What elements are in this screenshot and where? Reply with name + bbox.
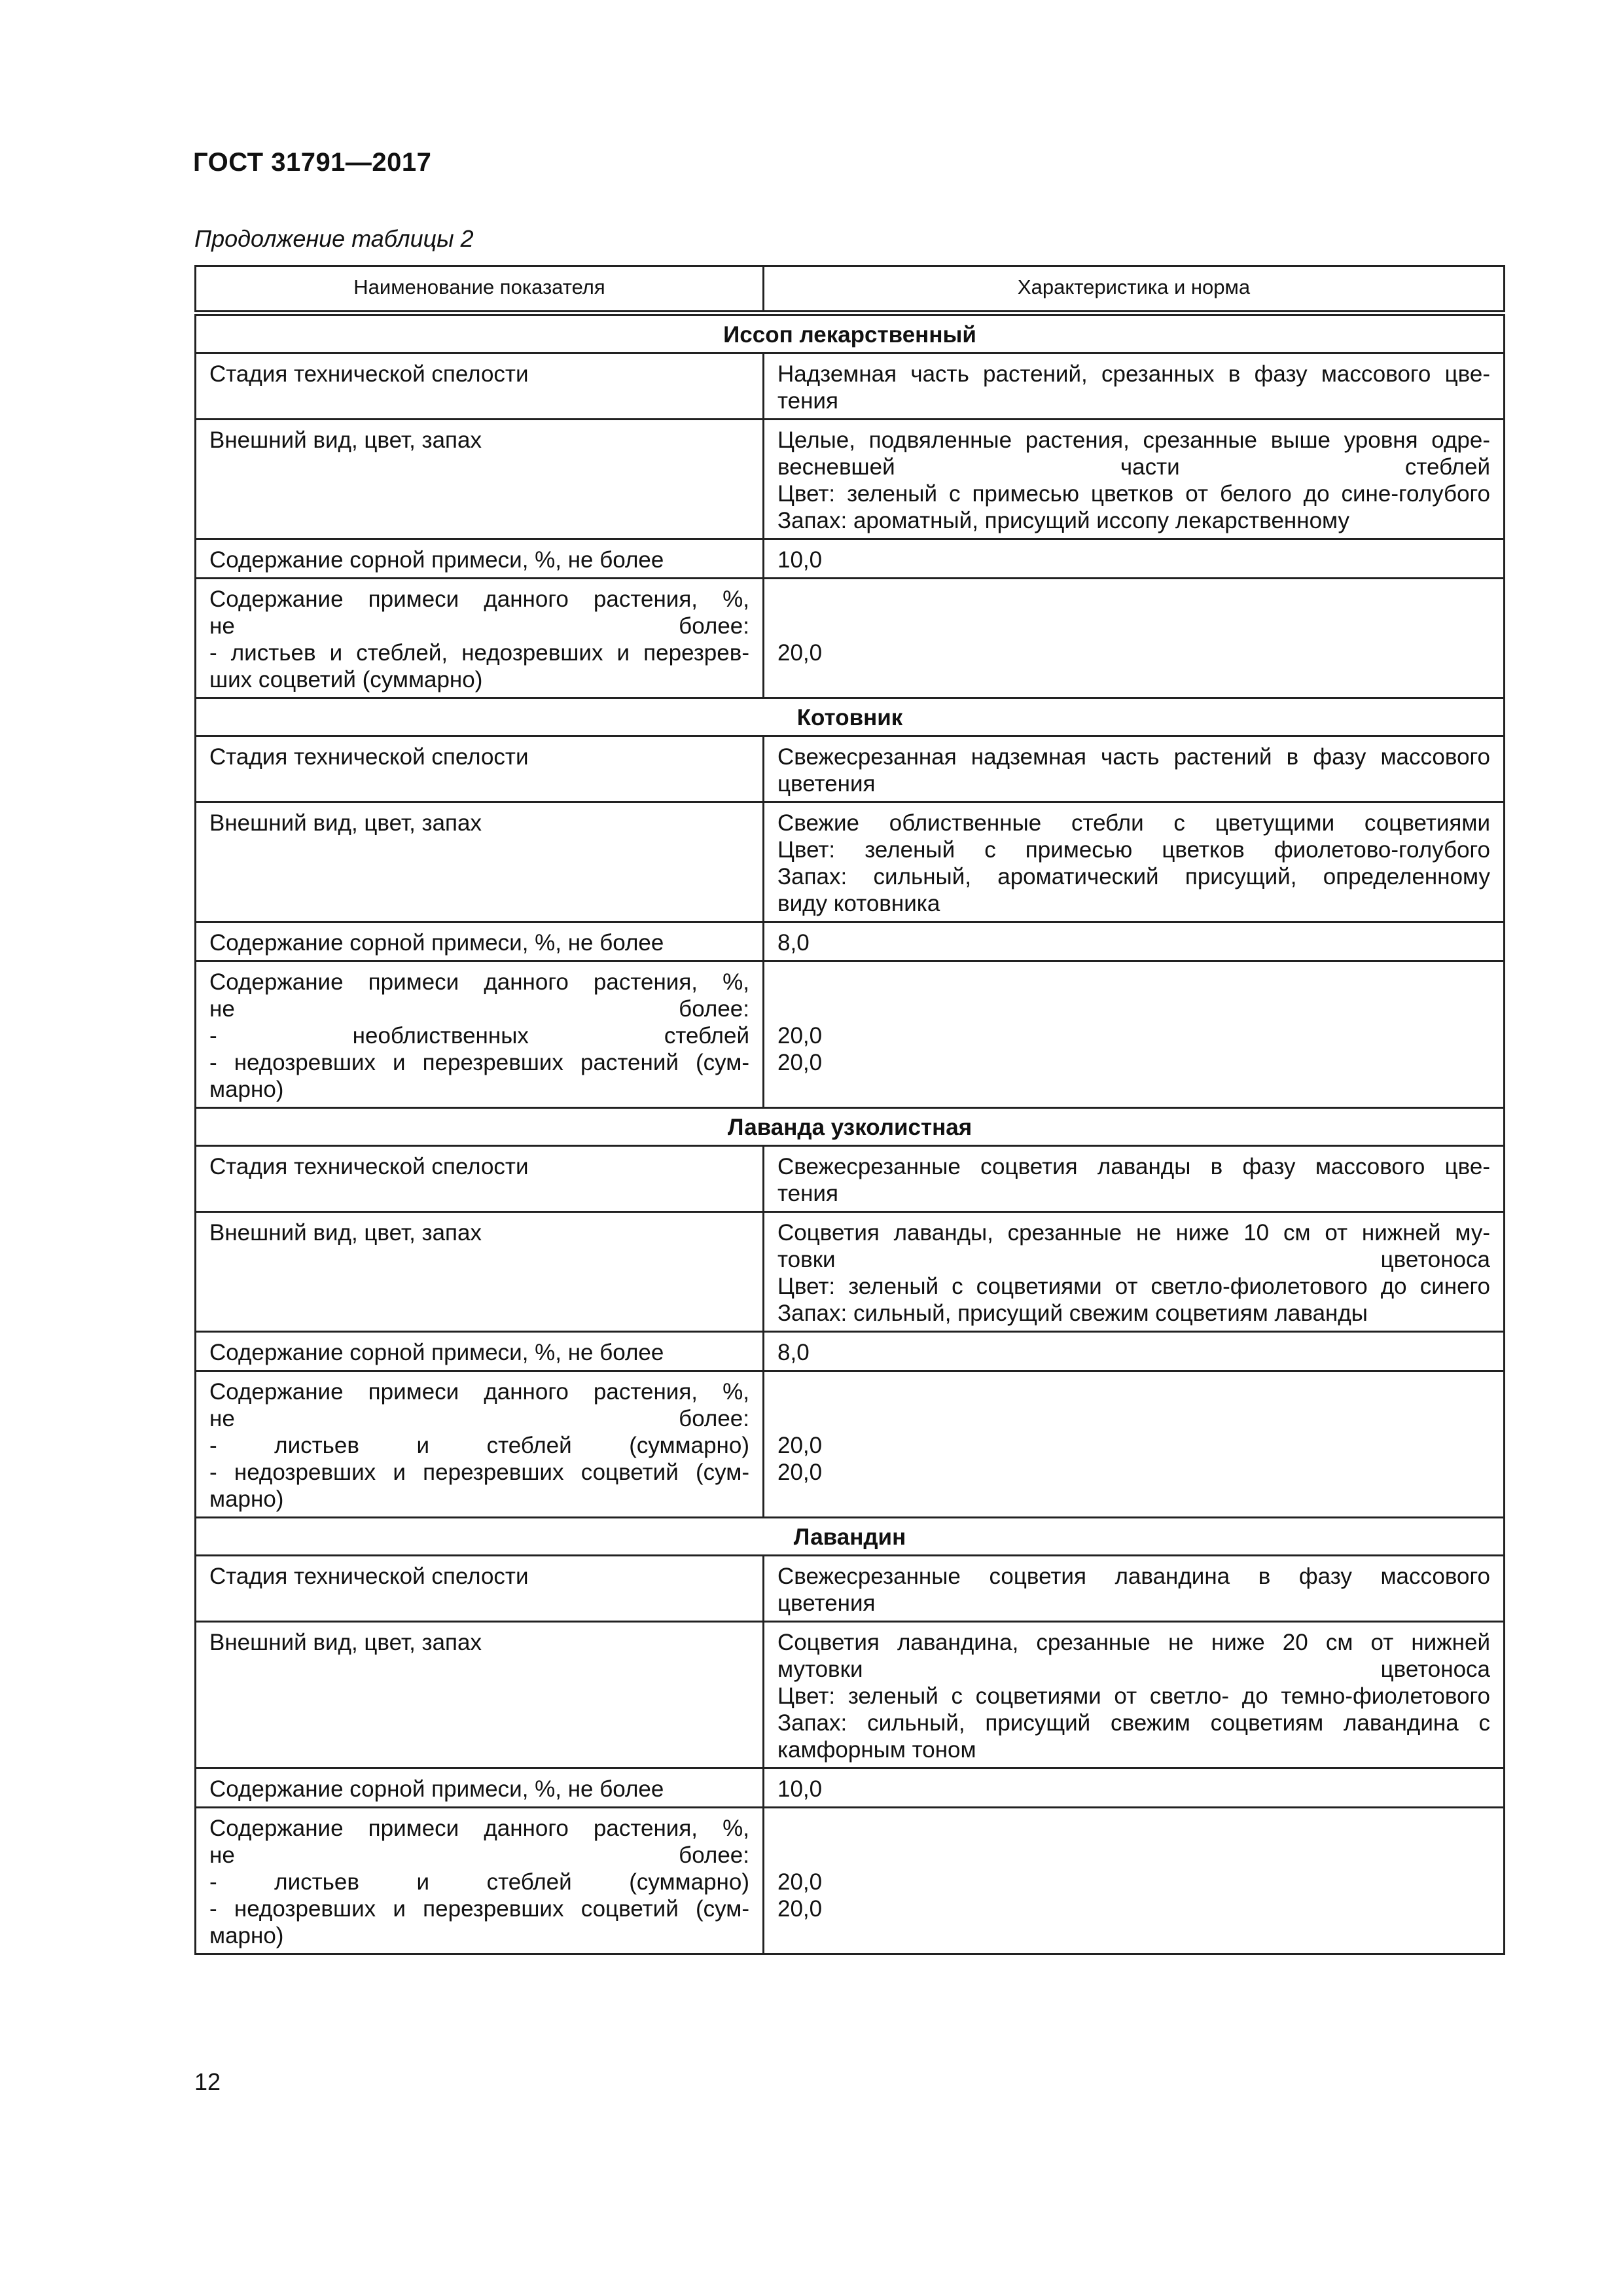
table-row — [196, 353, 1505, 420]
cell-line: - недозревших и перезревших соцветий (сум- — [209, 1896, 749, 1922]
cell-line: Внешний вид, цвет, запах — [209, 1630, 482, 1655]
cell-line: 10,0 — [777, 547, 823, 573]
cell-line: тения — [777, 1181, 838, 1206]
value-cell — [764, 961, 1505, 1108]
table-header-row — [196, 266, 1505, 314]
column-header-value: Характеристика и норма — [764, 266, 1505, 314]
cell-line: Надземная часть растений, срезанных в фазу массового цве- — [777, 361, 1490, 387]
indicator-cell — [196, 736, 764, 802]
section-title: Лавандин — [196, 1518, 1505, 1556]
cell-line: - необлиственных стеблей — [209, 1023, 749, 1049]
cell-line — [777, 586, 1490, 613]
table-row — [196, 922, 1505, 961]
cell-line — [777, 1378, 1490, 1405]
value-cell — [764, 1146, 1505, 1212]
table-row — [196, 420, 1505, 539]
table-body — [196, 314, 1505, 1954]
cell-line: Цвет: зеленый с примесью цветков от белого до сине-голубого — [777, 481, 1490, 507]
indicator-cell — [196, 1622, 764, 1768]
cell-line: Стадия технической спелости — [209, 1154, 529, 1179]
cell-line: Целые, подвяленные растения, срезанные выше уровня одре- — [777, 427, 1490, 453]
cell-line: 20,0 — [777, 1896, 823, 1922]
value-cell — [764, 922, 1505, 961]
table-row — [196, 1212, 1505, 1332]
indicator-cell — [196, 353, 764, 420]
section-row — [196, 1108, 1505, 1146]
cell-line: марно) — [209, 1486, 284, 1512]
table-row — [196, 1808, 1505, 1954]
cell-line: 20,0 — [777, 640, 823, 666]
cell-line: марно) — [209, 1923, 284, 1948]
table-row — [196, 1371, 1505, 1518]
cell-line: Внешний вид, цвет, запах — [209, 810, 482, 836]
cell-line: Стадия технической спелости — [209, 361, 529, 387]
table-row — [196, 1768, 1505, 1808]
value-cell — [764, 1808, 1505, 1954]
table-row — [196, 961, 1505, 1108]
section-title: Котовник — [196, 698, 1505, 736]
value-cell — [764, 1332, 1505, 1371]
cell-line: цветения — [777, 1590, 876, 1616]
value-cell — [764, 1556, 1505, 1622]
section-title: Иссоп лекарственный — [196, 314, 1505, 353]
cell-line: Содержание сорной примеси, %, не более — [209, 1340, 664, 1365]
cell-line: мутовки цветоноса — [777, 1657, 1490, 1682]
cell-line: Стадия технической спелости — [209, 744, 529, 770]
cell-line: весневшей части стеблей — [777, 454, 1490, 480]
table-row — [196, 1146, 1505, 1212]
cell-line: Запах: сильный, ароматический присущий, определенному — [777, 864, 1490, 889]
cell-line: 20,0 — [777, 1050, 823, 1075]
cell-line: Свежесрезанные соцветия лавандина в фазу массового — [777, 1564, 1490, 1589]
cell-line: 8,0 — [777, 930, 810, 956]
cell-line: Содержание примеси данного растения, %, — [209, 1379, 749, 1405]
cell-line: Внешний вид, цвет, запах — [209, 427, 482, 453]
cell-line: не более: — [209, 996, 749, 1022]
indicator-cell — [196, 961, 764, 1108]
cell-line: 20,0 — [777, 1869, 823, 1895]
cell-line: - листьев и стеблей, недозревших и перезрев- — [209, 640, 749, 666]
table-row — [196, 579, 1505, 698]
cell-line: - листьев и стеблей (суммарно) — [209, 1869, 749, 1895]
cell-line: Запах: сильный, присущий свежим соцветиям лаванды — [777, 1300, 1368, 1326]
cell-line: - недозревших и перезревших соцветий (сум- — [209, 1460, 749, 1485]
indicator-cell — [196, 1556, 764, 1622]
cell-line — [777, 1076, 1490, 1103]
cell-line: - недозревших и перезревших растений (сум- — [209, 1050, 749, 1075]
table-row — [196, 1332, 1505, 1371]
cell-line: марно) — [209, 1077, 284, 1102]
value-cell — [764, 353, 1505, 420]
indicator-cell — [196, 1371, 764, 1518]
table-row — [196, 736, 1505, 802]
indicator-cell — [196, 1146, 764, 1212]
cell-line: Свежесрезанная надземная часть растений в фазу массового — [777, 744, 1490, 770]
value-cell — [764, 736, 1505, 802]
section-title: Лаванда узколистная — [196, 1108, 1505, 1146]
value-cell — [764, 1768, 1505, 1808]
value-cell — [764, 539, 1505, 579]
cell-line: Свежие облиственные стебли с цветущими соцветиями — [777, 810, 1490, 836]
cell-line: Содержание сорной примеси, %, не более — [209, 547, 664, 573]
cell-line: Содержание примеси данного растения, %, — [209, 586, 749, 612]
cell-line: 20,0 — [777, 1460, 823, 1485]
cell-line: 10,0 — [777, 1776, 823, 1802]
cell-line — [777, 1405, 1490, 1432]
cell-line — [777, 613, 1490, 639]
value-cell — [764, 420, 1505, 539]
cell-line: 20,0 — [777, 1023, 823, 1049]
cell-line: Стадия технической спелости — [209, 1564, 529, 1589]
indicator-cell — [196, 1212, 764, 1332]
cell-line: товки цветоноса — [777, 1247, 1490, 1272]
table-row — [196, 1556, 1505, 1622]
table-row — [196, 1622, 1505, 1768]
cell-line: тения — [777, 388, 838, 414]
cell-line: ших соцветий (суммарно) — [209, 667, 483, 692]
cell-line — [777, 1486, 1490, 1513]
cell-line: - листьев и стеблей (суммарно) — [209, 1433, 749, 1458]
cell-line: Соцветия лавандина, срезанные не ниже 20 см от нижней — [777, 1630, 1490, 1655]
cell-line: цветения — [777, 771, 876, 797]
value-cell — [764, 1622, 1505, 1768]
cell-line: 20,0 — [777, 1433, 823, 1458]
table-row — [196, 539, 1505, 579]
table-row — [196, 802, 1505, 922]
cell-line: Цвет: зеленый с соцветиями от светло- до темно-фиолетового — [777, 1683, 1490, 1709]
indicator-cell — [196, 539, 764, 579]
cell-line: Запах: сильный, присущий свежим соцветиям лавандина с — [777, 1710, 1490, 1736]
cell-line — [777, 666, 1490, 693]
cell-line: камфорным тоном — [777, 1737, 976, 1763]
indicator-cell — [196, 802, 764, 922]
cell-line: Содержание примеси данного растения, %, — [209, 1816, 749, 1841]
cell-line: не более: — [209, 1406, 749, 1431]
cell-line: Содержание сорной примеси, %, не более — [209, 1776, 664, 1802]
cell-line: Цвет: зеленый с соцветиями от светло-фиолетового до синего — [777, 1274, 1490, 1299]
cell-line: Свежесрезанные соцветия лаванды в фазу массового цве- — [777, 1154, 1490, 1179]
value-cell — [764, 1212, 1505, 1332]
table-caption: Продолжение таблицы 2 — [194, 225, 474, 252]
section-row — [196, 314, 1505, 353]
indicator-cell — [196, 1808, 764, 1954]
cell-line: Содержание сорной примеси, %, не более — [209, 930, 664, 956]
section-row — [196, 698, 1505, 736]
indicators-table — [194, 265, 1505, 1955]
cell-line: Соцветия лаванды, срезанные не ниже 10 см от нижней му- — [777, 1220, 1490, 1246]
document-header: ГОСТ 31791—2017 — [193, 148, 432, 177]
cell-line — [777, 996, 1490, 1022]
cell-line: виду котовника — [777, 891, 940, 916]
section-row — [196, 1518, 1505, 1556]
cell-line: Запах: ароматный, присущий иссопу лекарственному — [777, 508, 1349, 533]
page-number: 12 — [194, 2068, 221, 2095]
cell-line: не более: — [209, 1842, 749, 1868]
value-cell — [764, 1371, 1505, 1518]
cell-line: 8,0 — [777, 1340, 810, 1365]
indicator-cell — [196, 420, 764, 539]
cell-line — [777, 969, 1490, 996]
cell-line — [777, 1842, 1490, 1869]
column-header-indicator: Наименование показателя — [196, 266, 764, 314]
indicator-cell — [196, 922, 764, 961]
value-cell — [764, 579, 1505, 698]
cell-line — [777, 1922, 1490, 1949]
cell-line: Содержание примеси данного растения, %, — [209, 969, 749, 995]
indicator-cell — [196, 1768, 764, 1808]
indicator-cell — [196, 579, 764, 698]
cell-line: Внешний вид, цвет, запах — [209, 1220, 482, 1246]
cell-line: Цвет: зеленый с примесью цветков фиолетово-голубого — [777, 837, 1490, 863]
cell-line: не более: — [209, 613, 749, 639]
value-cell — [764, 802, 1505, 922]
cell-line — [777, 1815, 1490, 1842]
indicator-cell — [196, 1332, 764, 1371]
